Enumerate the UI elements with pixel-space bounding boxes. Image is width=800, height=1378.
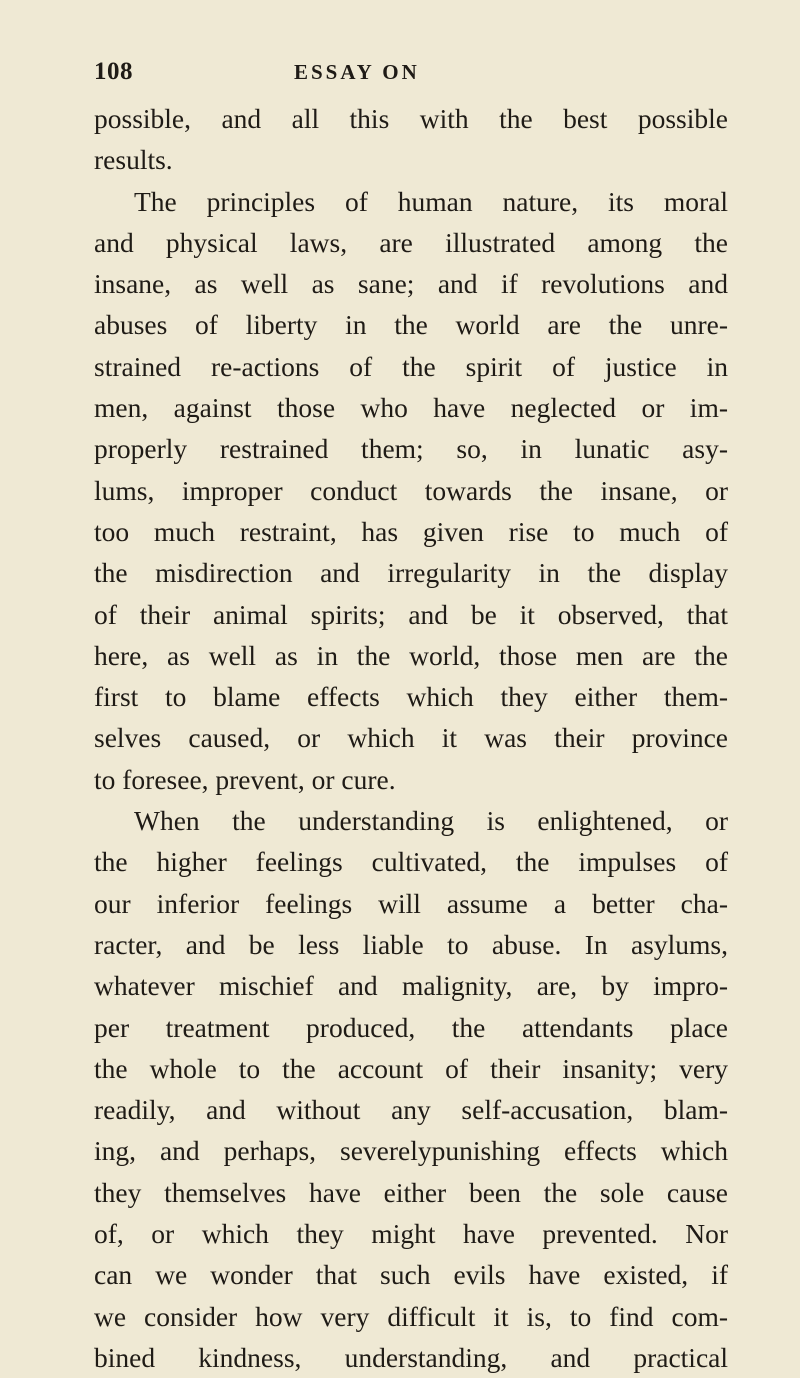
- text-line: strained re-actions of the spirit of justice in: [94, 350, 728, 382]
- text-line: to foresee, prevent, or cure.: [94, 763, 396, 795]
- text-line: of, or which they might have prevented. Nor: [94, 1218, 728, 1250]
- text-line: and physical laws, are illustrated among the: [94, 226, 728, 258]
- text-line: racter, and be less liable to abuse. In asylums,: [94, 928, 728, 960]
- text-line: of their animal spirits; and be it observed, that: [94, 598, 728, 630]
- text-line: too much restraint, has given rise to much of: [94, 515, 728, 547]
- text-line: possible, and all this with the best possible: [94, 103, 728, 134]
- text-line: readily, and without any self-accusation, blam-: [94, 1094, 728, 1126]
- text-line: The principles of human nature, its moral: [134, 185, 728, 217]
- text-line: When the understanding is enlightened, or: [134, 805, 728, 837]
- text-line: here, as well as in the world, those men are the: [94, 639, 728, 671]
- body-text: [94, 98, 728, 1378]
- running-head: [94, 58, 728, 98]
- running-title: ESSAY ON: [294, 60, 420, 84]
- text-line: men, against those who have neglected or im-: [94, 392, 728, 424]
- text-line: the higher feelings cultivated, the impulses of: [94, 846, 728, 878]
- text-line: results.: [94, 144, 173, 176]
- text-line: selves caused, or which it was their province: [94, 722, 728, 754]
- text-line: ing, and perhaps, severelypunishing effects which: [94, 1135, 728, 1167]
- text-line: lums, improper conduct towards the insane, or: [94, 474, 728, 506]
- text-line: first to blame effects which they either them-: [94, 681, 728, 713]
- text-line: we consider how very difficult it is, to find com-: [94, 1300, 728, 1332]
- text-line: insane, as well as sane; and if revolutions and: [94, 268, 728, 300]
- text-line: they themselves have either been the sole cause: [94, 1176, 728, 1208]
- page-number: 108: [94, 58, 133, 85]
- text-line: our inferior feelings will assume a better cha-: [94, 887, 728, 919]
- text-line: can we wonder that such evils have existed, if: [94, 1259, 728, 1291]
- text-line: whatever mischief and malignity, are, by impro-: [94, 970, 728, 1002]
- text-line: abuses of liberty in the world are the unre-: [94, 309, 728, 341]
- text-line: bined kindness, understanding, and practical: [94, 1341, 728, 1373]
- text-line: per treatment produced, the attendants place: [94, 1011, 728, 1043]
- text-line: properly restrained them; so, in lunatic asy-: [94, 433, 728, 465]
- text-line: the whole to the account of their insanity; very: [94, 1052, 728, 1084]
- text-line: the misdirection and irregularity in the display: [94, 557, 728, 589]
